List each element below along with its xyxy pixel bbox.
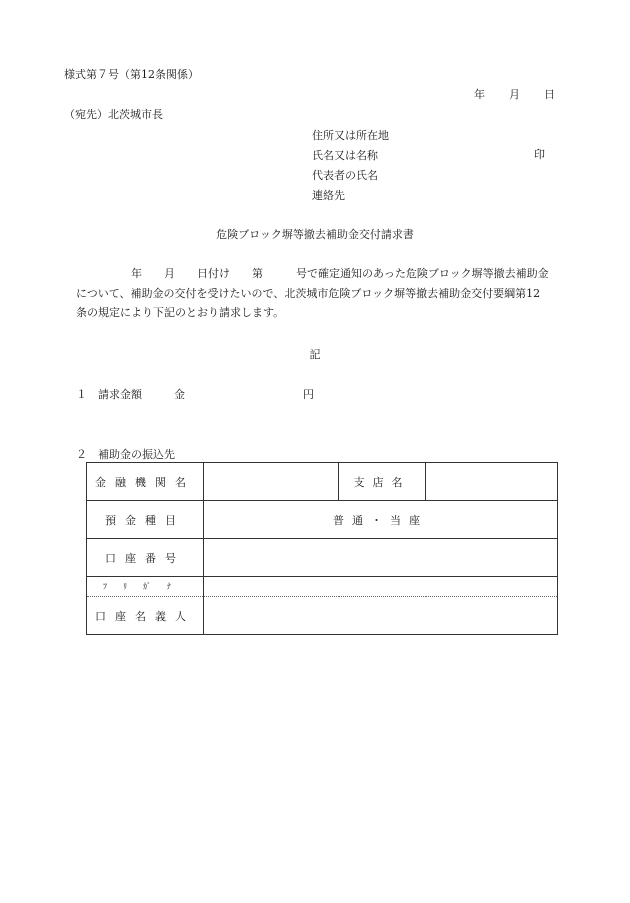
date-year: 年 bbox=[474, 88, 485, 101]
body-line-1: 年 月 日付け 第 号で確定通知のあった危険ブロック塀等撤去補助金 bbox=[76, 267, 549, 280]
date-line bbox=[474, 86, 555, 102]
account-type-value[interactable]: 普通・当座 bbox=[204, 501, 558, 539]
seal-mark: 印 bbox=[534, 148, 545, 161]
body-paragraph bbox=[76, 264, 566, 323]
item-transfer-destination: ２ 補助金の振込先 bbox=[76, 448, 175, 461]
applicant-address-label: 住所又は所在地 bbox=[312, 129, 389, 142]
applicant-block bbox=[312, 126, 389, 206]
bank-account-table bbox=[86, 462, 558, 635]
body-line-3: 条の規定により下記のとおり請求します。 bbox=[76, 306, 285, 319]
account-number-label: 口座番号 bbox=[87, 539, 204, 577]
branch-field[interactable] bbox=[426, 463, 558, 501]
furigana-field[interactable] bbox=[204, 577, 558, 597]
furigana-label: ﾌﾘｶﾞﾅ bbox=[87, 577, 204, 597]
date-month: 月 bbox=[509, 88, 520, 101]
bank-name-field[interactable] bbox=[204, 463, 339, 501]
amount-unit: 円 bbox=[303, 388, 314, 401]
amount-prefix: 金 bbox=[174, 388, 185, 401]
account-holder-field[interactable] bbox=[204, 597, 558, 635]
addressee: （宛先）北茨城市長 bbox=[64, 108, 163, 121]
ki-heading: 記 bbox=[309, 348, 321, 361]
account-holder-label: 口座名義人 bbox=[87, 597, 204, 635]
body-line-2: について、補助金の交付を受けたいので、北茨城市危険ブロック塀等撤去補助金交付要綱第12 bbox=[76, 286, 541, 300]
account-number-field[interactable] bbox=[204, 539, 558, 577]
bank-name-label: 金融機関名 bbox=[87, 463, 204, 501]
applicant-contact-label: 連絡先 bbox=[312, 189, 345, 202]
date-day: 日 bbox=[544, 88, 555, 101]
applicant-representative-label: 代表者の氏名 bbox=[312, 169, 378, 182]
request-amount-label: １ 請求金額 bbox=[76, 388, 142, 401]
document-title: 危険ブロック塀等撤去補助金交付請求書 bbox=[216, 228, 414, 241]
form-number: 様式第７号（第12条関係） bbox=[64, 68, 199, 81]
branch-label: 支店名 bbox=[339, 463, 426, 501]
applicant-name-label: 氏名又は名称 bbox=[312, 149, 378, 162]
item-request-amount bbox=[76, 386, 314, 402]
account-type-label: 預金種目 bbox=[87, 501, 204, 539]
